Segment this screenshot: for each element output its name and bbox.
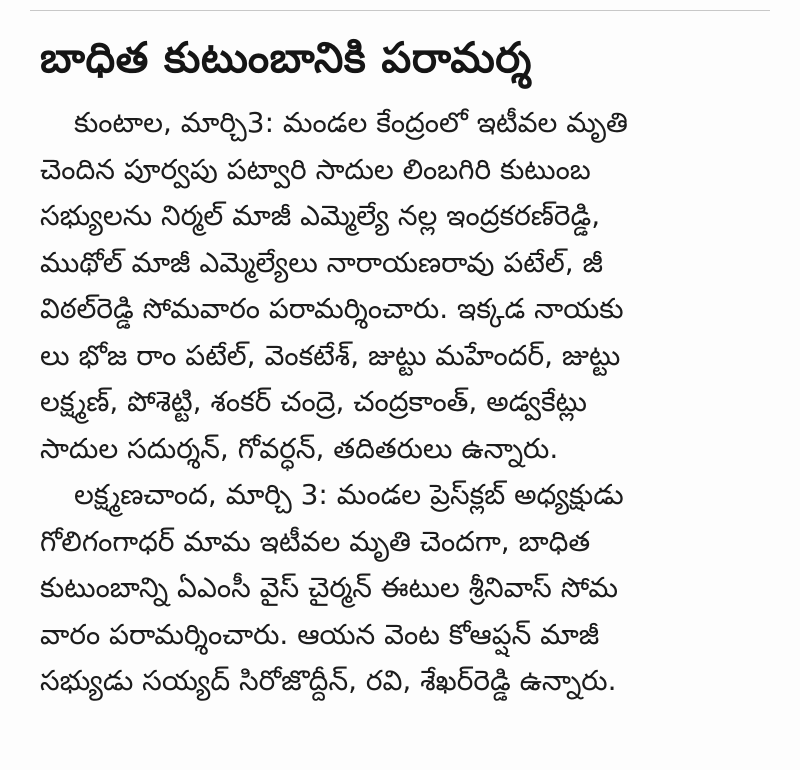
paragraph-kuntala: [40, 100, 780, 472]
top-rule: [30, 10, 770, 11]
article-line: సాదుల సదుర్శన్, గోవర్ధన్, తదితరులు ఉన్నారు.: [40, 431, 559, 465]
article-line: కుంటాల, మార్చి3: మండల కేంద్రంలో ఇటీవల మృతి: [74, 106, 628, 139]
article-line: ముథోల్ మాజీ ఎమ్మెల్యేలు నారాయణరావు పటేల్, జీ: [40, 245, 603, 279]
article-line: వారం పరామర్శించారు. ఆయన వెంట కోఆప్షన్ మాజీ: [40, 617, 600, 651]
article-body: [40, 100, 780, 705]
headline: బాధిత కుటుంబానికి పరామర్శ: [40, 33, 532, 82]
article-line: లక్ష్మణచాంద, మార్చి 3: మండల ప్రెస్‌క్లబ్ అధ్యక్షుడు: [74, 478, 624, 511]
article-line: లక్ష్మణ్, పోశెట్టి, శంకర్ చంద్రె, చంద్రకాంత్, అడ్వకేట్లు: [40, 385, 587, 418]
article-line: కుటుంబాన్ని ఏఎంసీ వైస్ చైర్మన్ ఈటుల శ్రీనివాస్ సోమ: [40, 571, 618, 604]
article-line: చెందిన పూర్వపు పట్వారి సాదుల లింబగిరి కుటుంబ: [40, 152, 591, 186]
article-line: విఠల్‌రెడ్డి సోమవారం పరామర్శించారు. ఇక్కడ నాయకు: [40, 292, 624, 325]
article-line: లు భోజ రాం పటేల్, వెంకటేశ్, జుట్టు మహేందర్, జుట్టు: [40, 338, 621, 372]
article-line: సభ్యుడు సయ్యద్ సిరోజొద్దీన్, రవి, శేఖర్‌రెడ్డి ఉన్నారు.: [40, 664, 617, 697]
article-line: సభ్యులను నిర్మల్ మాజీ ఎమ్మెల్యే నల్ల ఇంద్రకరణ్‌రెడ్డి,: [40, 199, 601, 232]
article-line: గోలిగంగాధర్ మామ ఇటీవల మృతి చెందగా, బాధిత: [40, 524, 591, 558]
paragraph-laxmanachanda: [40, 472, 780, 705]
